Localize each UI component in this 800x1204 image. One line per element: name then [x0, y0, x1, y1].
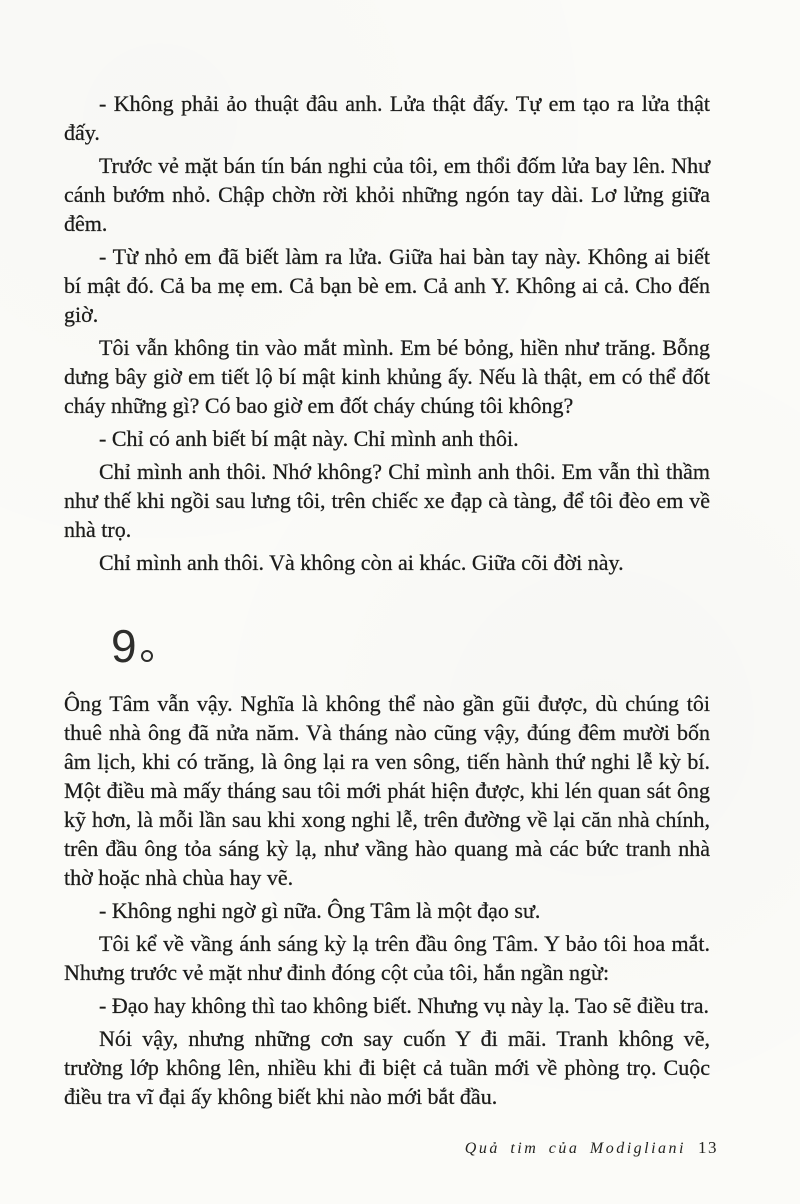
paragraph: Tôi kể về vầng ánh sáng kỳ lạ trên đầu ông Tâm. Y bảo tôi hoa mắt. Nhưng trước vẻ mặt như đinh đóng cột của tôi, hắn ngần ngừ:: [64, 931, 710, 985]
dialogue-line: - Đạo hay không thì tao không biết. Nhưng vụ này lạ. Tao sẽ điều tra.: [99, 993, 709, 1018]
paragraph: Chỉ mình anh thôi. Và không còn ai khác. Giữa cõi đời này.: [99, 550, 624, 575]
paragraph: Trước vẻ mặt bán tín bán nghi của tôi, em thổi đốm lửa bay lên. Như cánh bướm nhỏ. Chập chờn rời khỏi những ngón tay dài. Lơ lửng giữa đêm.: [64, 153, 710, 236]
dialogue-line: - Không phải ảo thuật đâu anh. Lửa thật đấy. Tự em tạo ra lửa thật đấy.: [64, 91, 710, 145]
footer-page-number: 13: [698, 1138, 718, 1157]
chapter-number: 9: [111, 620, 138, 672]
text-block: [64, 89, 710, 1115]
dialogue-line: - Từ nhỏ em đã biết làm ra lửa. Giữa hai bàn tay này. Không ai biết bí mật đó. Cả ba mẹ em. Cả bạn bè em. Cả anh Y. Không ai cả. Cho đến giờ.: [64, 244, 710, 327]
paragraph: Nói vậy, nhưng những cơn say cuốn Y đi mãi. Tranh không vẽ, trường lớp không lên, nhiều khi đi biệt cả tuần mới về phòng trọ. Cuộc điều tra vĩ đại ấy không biết khi nào mới bắt đầu.: [64, 1026, 710, 1109]
running-footer: [465, 1138, 718, 1158]
chapter-heading: [111, 620, 710, 672]
paragraph: Ông Tâm vẫn vậy. Nghĩa là không thể nào gần gũi được, dù chúng tôi thuê nhà ông đã nửa năm. Và tháng nào cũng vậy, đúng đêm mười bốn âm lịch, khi có trăng, là ông lại ra ven sông, tiến hành thứ nghi lễ kỳ bí. Một điều mà mấy tháng sau tôi mới phát hiện được, khi lén quan sát ông kỹ hơn, là mỗi lần sau khi xong nghi lễ, trên đường về lại căn nhà chính, trên đầu ông tỏa sáng kỳ lạ, như vầng hào quang mà các bức tranh nhà thờ hoặc nhà chùa hay vẽ.: [64, 691, 710, 890]
chapter-dot-icon: [141, 650, 153, 662]
footer-book-title: Quả tim của Modigliani: [464, 1140, 686, 1157]
dialogue-line: - Không nghi ngờ gì nữa. Ông Tâm là một đạo sư.: [99, 898, 541, 923]
paragraph: Chỉ mình anh thôi. Nhớ không? Chỉ mình anh thôi. Em vẫn thì thầm như thế khi ngồi sau lưng tôi, trên chiếc xe đạp cà tàng, để tôi đèo em về nhà trọ.: [64, 459, 710, 542]
dialogue-line: - Chỉ có anh biết bí mật này. Chỉ mình anh thôi.: [99, 426, 519, 451]
paragraph: Tôi vẫn không tin vào mắt mình. Em bé bỏng, hiền như trăng. Bỗng dưng bây giờ em tiết lộ bí mật kinh khủng ấy. Nếu là thật, em có thể đốt cháy những gì? Có bao giờ em đốt cháy chúng tôi không?: [64, 335, 710, 418]
